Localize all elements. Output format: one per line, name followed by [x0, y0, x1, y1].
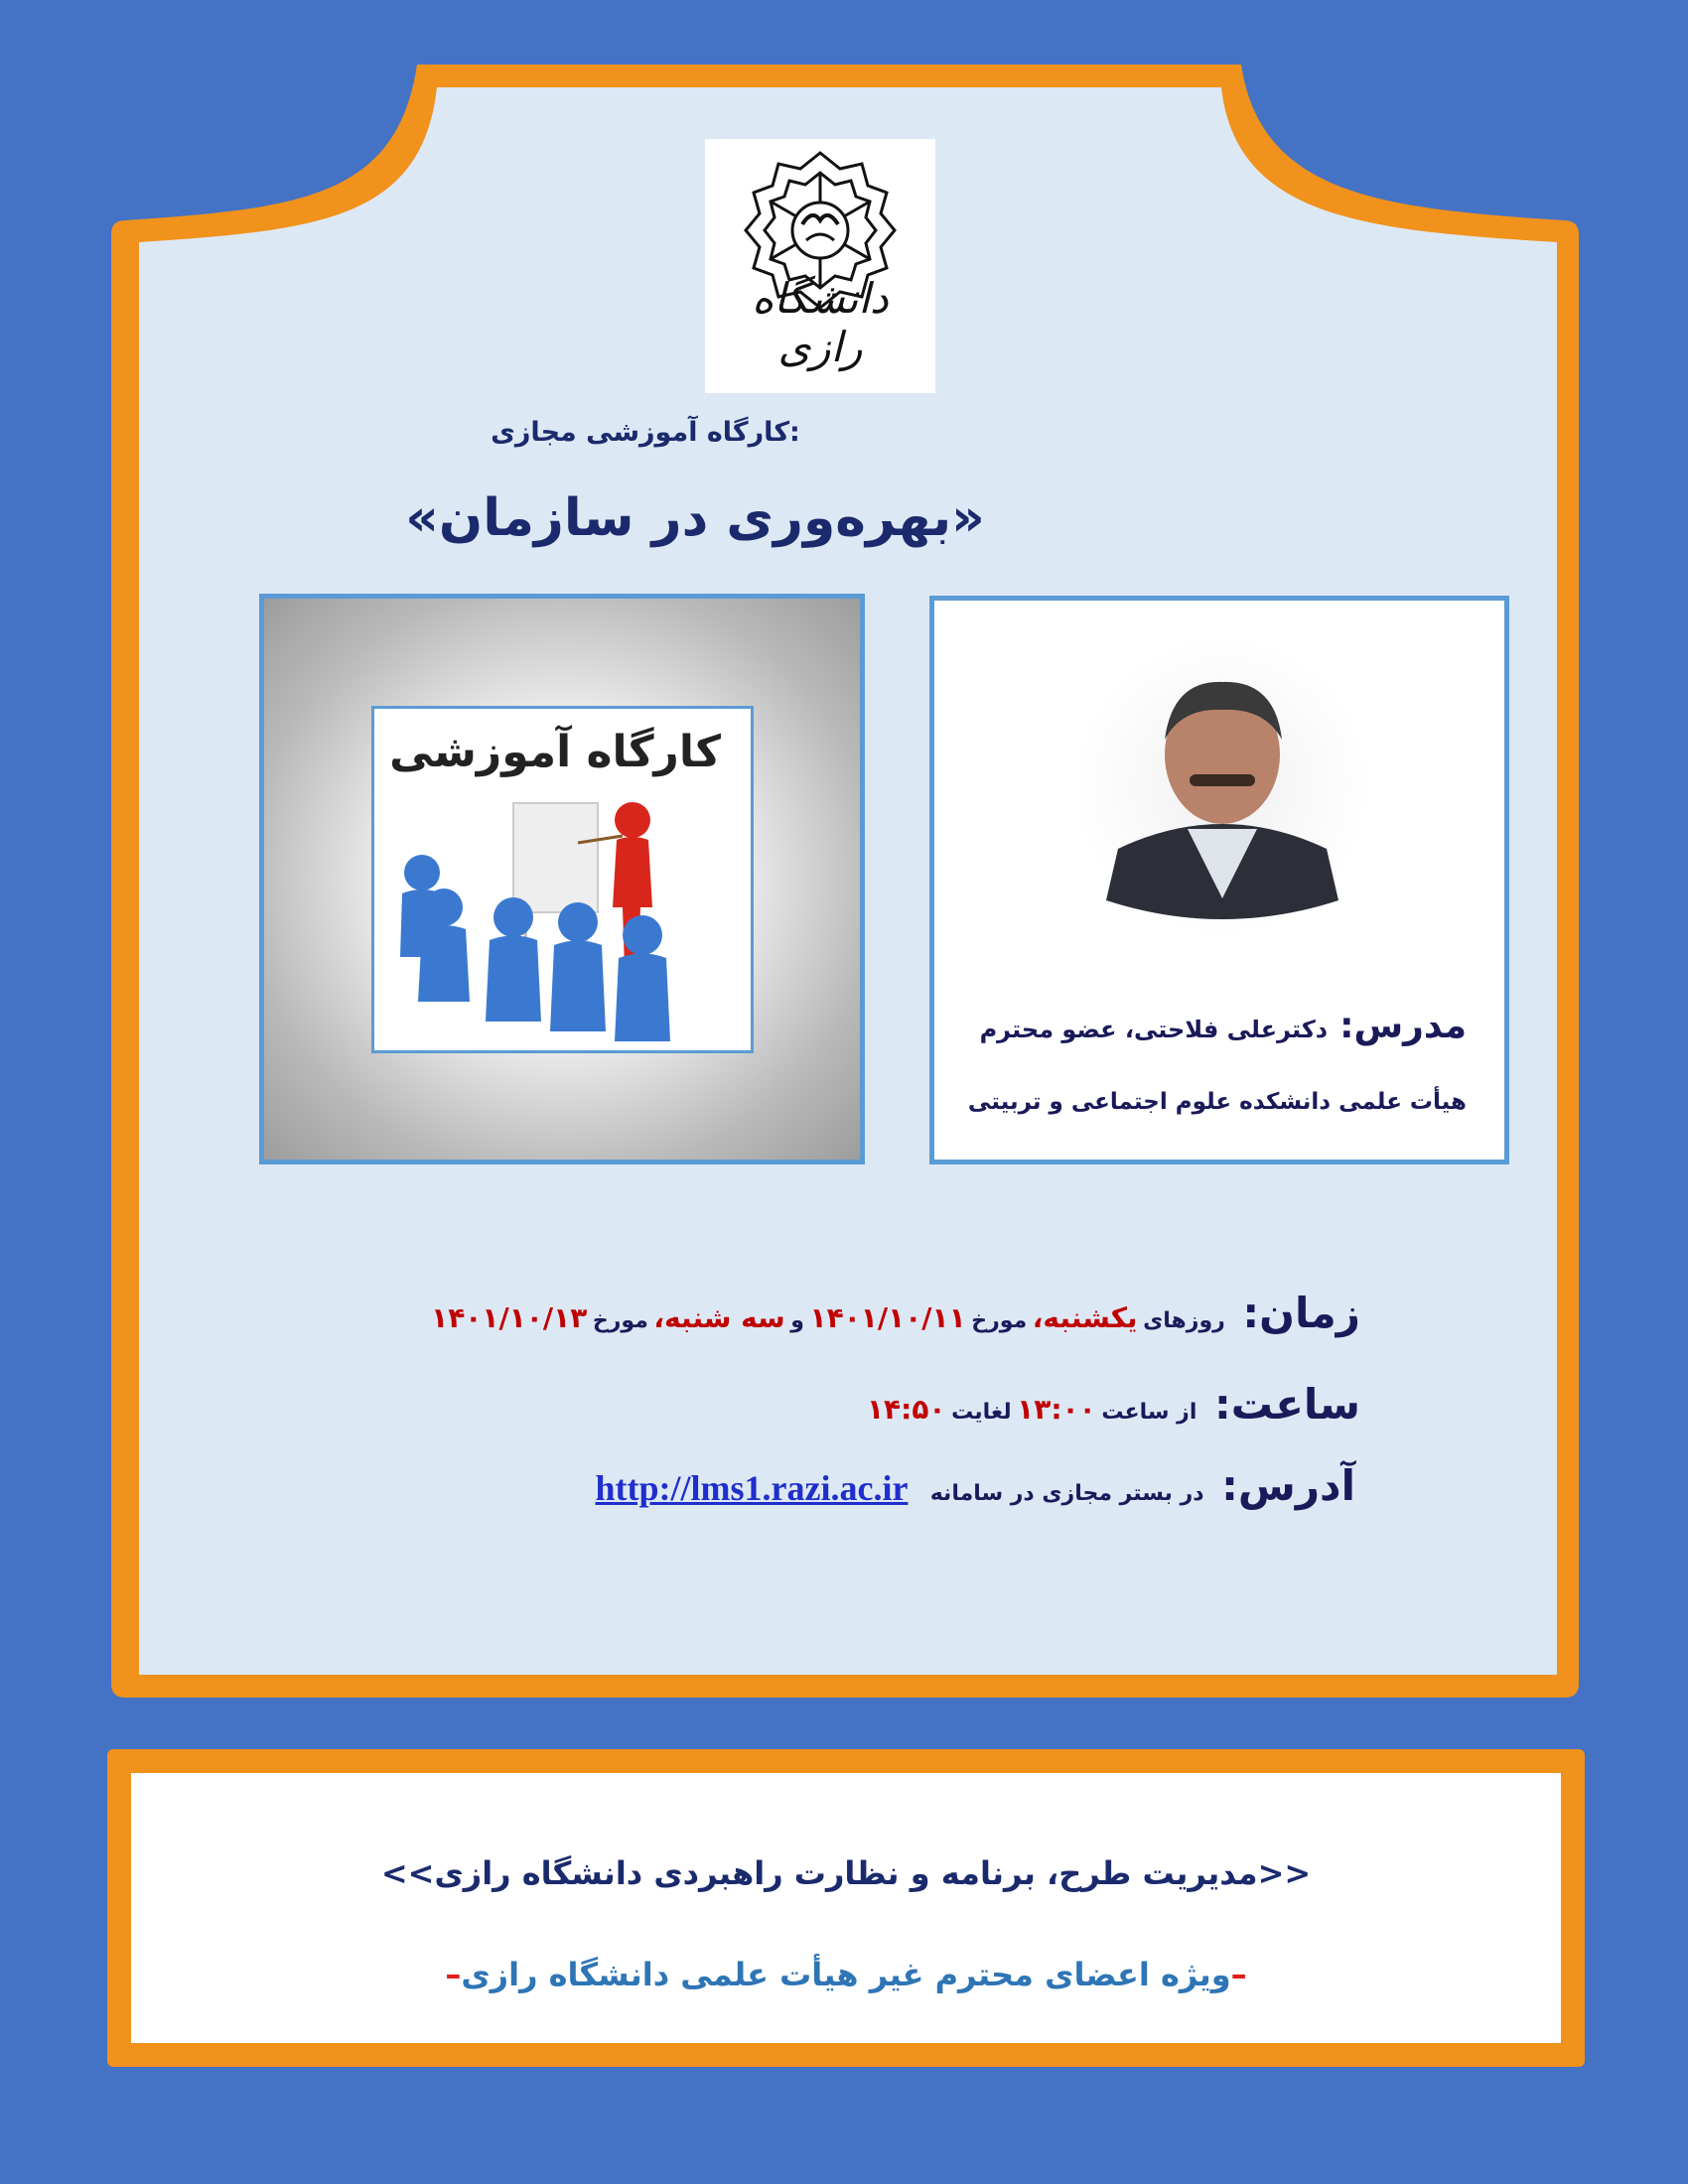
end-time: ۱۴:۵۰ — [866, 1393, 946, 1426]
conjunction: و — [790, 1308, 804, 1333]
footer-content — [131, 1773, 1561, 2043]
workshop-image-frame — [259, 594, 865, 1164]
instructor-affiliation: هیأت علمی دانشکده علوم اجتماعی و تربیتی — [967, 1089, 1467, 1115]
dated2-label: مورخ — [592, 1308, 648, 1333]
hour-label: ساعت: — [1213, 1380, 1360, 1429]
organizer-line: <<مدیریت طرح، برنامه و نظارت راهبردی دانشگاه رازی>> — [380, 1854, 1312, 1892]
time-row — [431, 1289, 1360, 1337]
instructor-name: دکترعلی فلاحتی، عضو محترم — [979, 1016, 1329, 1043]
person-portrait-icon — [1078, 640, 1366, 933]
address-row — [596, 1461, 1356, 1510]
from-text: از ساعت — [1101, 1400, 1197, 1425]
until-text: لغایت — [951, 1400, 1012, 1425]
date1: ۱۴۰۱/۱۰/۱۱ — [809, 1301, 966, 1334]
address-text: در بستر مجازی در سامانه — [929, 1481, 1204, 1506]
instructor-label: مدرس: — [1339, 1006, 1467, 1046]
event-title: «بهره‌وری در سازمان» — [405, 488, 985, 548]
audience-line — [131, 1956, 1561, 1993]
lms-link[interactable]: http://lms1.razi.ac.ir — [595, 1468, 909, 1508]
workshop-image-label: کارگاه آموزشی — [389, 727, 721, 777]
instructor-name-line — [980, 1006, 1467, 1046]
event-type: کارگاه آموزشی مجازی: — [491, 417, 800, 448]
instructor-photo — [1078, 640, 1366, 933]
start-time: ۱۳:۰۰ — [1017, 1393, 1096, 1426]
workshop-image — [371, 706, 754, 1053]
days-prefix: روزهای — [1143, 1308, 1225, 1333]
hour-row — [867, 1380, 1360, 1429]
audience-dash-end: – — [1230, 1956, 1247, 1993]
day2: سه شنبه، — [653, 1301, 785, 1334]
audience-dash-start: – — [445, 1956, 462, 1993]
dated1-label: مورخ — [971, 1308, 1028, 1333]
presentation-illustration-icon — [374, 709, 751, 1050]
footer-banner — [107, 1749, 1585, 2067]
audience-text: ویژه اعضای محترم غیر هیأت علمی دانشگاه رازی — [461, 1956, 1231, 1993]
date2: ۱۴۰۱/۱۰/۱۳ — [431, 1301, 588, 1334]
day1: یکشنبه، — [1032, 1301, 1138, 1334]
address-label: آدرس: — [1221, 1461, 1355, 1510]
time-label: زمان: — [1242, 1289, 1360, 1337]
instructor-card — [929, 596, 1509, 1164]
university-logo — [705, 139, 935, 393]
university-name: دانشگاه رازی — [752, 274, 889, 371]
